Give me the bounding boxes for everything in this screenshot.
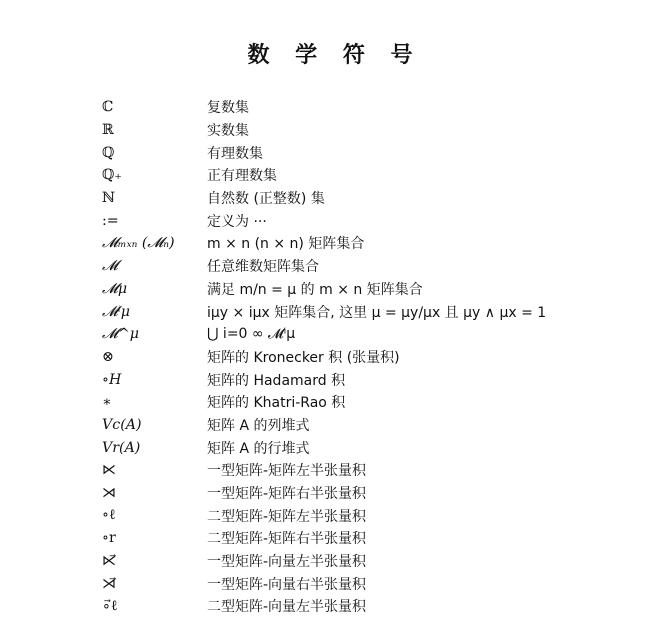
symbol: 𝓜ⁱμ (102, 303, 130, 320)
list-item (102, 391, 622, 414)
page-title: 数 学 符 号 (247, 43, 422, 68)
symbol: Vr(A) (102, 439, 141, 456)
symbol: ℚ₊ (102, 167, 122, 184)
symbol: 𝓜^μ (102, 326, 139, 343)
symbol: 𝓜μ (102, 280, 128, 297)
symbol: 𝓜 (102, 258, 118, 275)
list-item (102, 436, 622, 459)
list-item (102, 300, 622, 323)
symbol: ∘r (102, 530, 116, 547)
list-item (102, 368, 622, 391)
symbol-description: 实数集 (207, 123, 249, 140)
list-item (102, 414, 622, 437)
symbol: ⋊⃗ (102, 575, 117, 592)
symbol-description: 一型矩阵-矩阵右半张量积 (207, 486, 367, 503)
list-item (102, 527, 622, 550)
list-item (102, 346, 622, 369)
list-item (102, 550, 622, 573)
symbol: ℝ (102, 122, 114, 139)
symbol: := (102, 212, 119, 229)
list-item (102, 232, 622, 255)
symbol-description: 矩阵 A 的列堆式 (207, 417, 310, 434)
list-item (102, 119, 622, 142)
symbol: ∘H (102, 371, 122, 388)
symbol-description: 一型矩阵-矩阵左半张量积 (207, 463, 367, 480)
list-item (102, 504, 622, 527)
symbol-description: 定义为 ··· (207, 213, 267, 230)
list-item (102, 482, 622, 505)
symbol-description: iμy × iμx 矩阵集合, 这里 μ = μy/μx 且 μy ∧ μx = 1 (207, 304, 547, 321)
list-item (102, 209, 622, 232)
symbol-description: 矩阵的 Hadamard 积 (207, 372, 346, 389)
symbol-description: 任意维数矩阵集合 (207, 259, 319, 276)
symbol-description: 自然数 (正整数) 集 (207, 191, 325, 208)
symbol-description: 满足 m/n = μ 的 m × n 矩阵集合 (207, 281, 423, 298)
symbol: ∘⃗ℓ (102, 597, 118, 614)
symbol-description: 复数集 (207, 100, 249, 117)
symbol: ⊗ (102, 348, 114, 365)
symbol-description: 矩阵的 Kronecker 积 (张量积) (207, 349, 400, 366)
symbol-description: 一型矩阵-向量左半张量积 (207, 554, 367, 571)
symbol: Vc(A) (102, 416, 142, 433)
symbol: ⋉ (102, 462, 117, 479)
symbol-description: 二型矩阵-矩阵右半张量积 (207, 531, 367, 548)
symbol-description: ⋃ i=0 ∞ 𝓜ⁱμ (207, 326, 296, 343)
list-item (102, 96, 622, 119)
symbol: ∘ℓ (102, 507, 116, 524)
symbol-description: 有理数集 (207, 145, 263, 162)
symbol: ℚ (102, 144, 115, 161)
list-item (102, 187, 622, 210)
list-item (102, 141, 622, 164)
symbol: ⋉⃗ (102, 553, 117, 570)
symbol-description: 正有理数集 (207, 168, 277, 185)
symbol: ℂ (102, 99, 114, 116)
symbol: ℕ (102, 190, 115, 207)
symbol-description: 一型矩阵-向量右半张量积 (207, 576, 367, 593)
symbol: 𝓜ₘₓₙ (𝓜ₙ) (102, 235, 175, 252)
list-item (102, 255, 622, 278)
list-item (102, 459, 622, 482)
list-item (102, 278, 622, 301)
symbol-description: 二型矩阵-矩阵左半张量积 (207, 508, 367, 525)
symbol-list (102, 96, 622, 618)
symbol-description: 矩阵 A 的行堆式 (207, 440, 310, 457)
symbol-description: m × n (n × n) 矩阵集合 (207, 236, 365, 253)
symbol-description: 二型矩阵-向量左半张量积 (207, 599, 367, 616)
list-item (102, 164, 622, 187)
symbol: ⋊ (102, 485, 117, 502)
symbol-description: 矩阵的 Khatri-Rao 积 (207, 395, 346, 412)
list-item (102, 572, 622, 595)
list-item (102, 323, 622, 346)
list-item (102, 595, 622, 618)
symbol: ∗ (102, 394, 112, 411)
